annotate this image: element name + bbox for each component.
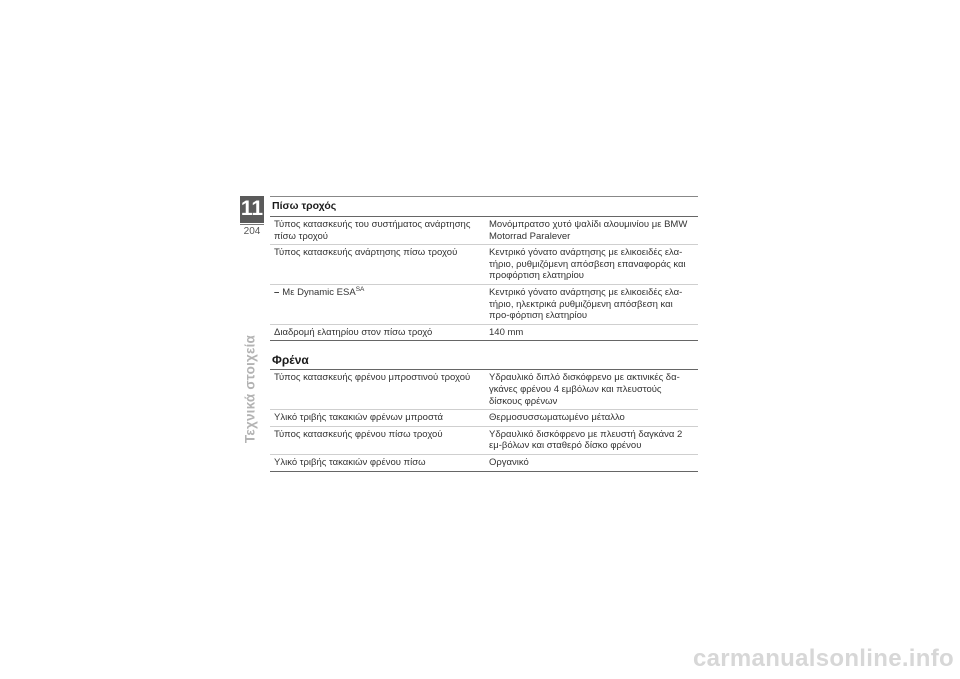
spec-value: Κεντρικό γόνατο ανάρτησης με ελικοειδές ελα-τήριο, ηλεκτρικά ρυθμιζόμενη απόσβεση και προ-φόρτιση ελατηρίου [485,284,698,324]
table-row [270,324,698,341]
page-number: 204 [240,224,264,238]
spec-value: Θερμοσυσσωματωμένο μέταλλο [485,410,698,427]
table-row [270,454,698,471]
chapter-side-title: Τεχνικά στοιχεία [242,334,258,444]
table-row [270,410,698,427]
spec-value: Μονόμπρατσο χυτό ψαλίδι αλουμινίου με BMW Motorrad Paralever [485,217,698,245]
section-heading-brakes: Φρένα [272,353,309,368]
spec-value: Κεντρικό γόνατο ανάρτησης με ελικοειδές ελα-τήριο, ρυθμιζόμενη απόσβεση επαναφοράς και προφόρτιση ελατηρίου [485,245,698,285]
spec-label-option [270,284,485,324]
option-sup: SA [355,285,365,293]
spec-value: Υδραυλικό δισκόφρενο με πλευστή δαγκάνα 2 εμ-βόλων και σταθερό δίσκο φρένου [485,426,698,454]
spec-label: Τύπος κατασκευής ανάρτησης πίσω τροχού [270,245,485,285]
spec-value: Υδραυλικό διπλό δισκόφρενο με ακτινικές δα-γκάνες φρένου 4 εμβόλων και πλευστούς δίσκους φρένων [485,370,698,410]
spec-label: Υλικό τριβής τακακιών φρένων μπροστά [270,410,485,427]
spec-label: Τύπος κατασκευής του συστήματος ανάρτησης πίσω τροχού [270,217,485,245]
spec-label: Τύπος κατασκευής φρένου πίσω τροχού [270,426,485,454]
spec-label: Υλικό τριβής τακακιών φρένου πίσω [270,454,485,471]
table-row [270,284,698,324]
section-heading-rear-wheel: Πίσω τροχός [270,196,698,216]
table-row [270,370,698,410]
spec-label: Τύπος κατασκευής φρένου μπροστινού τροχού [270,370,485,410]
chapter-number: 11 [240,196,264,223]
option-dash: – [274,286,280,298]
spec-value: 140 mm [485,324,698,341]
table-row [270,245,698,285]
chapter-tab [240,196,264,238]
brakes-spec-table [270,369,698,471]
spec-value: Οργανικό [485,454,698,471]
table-row [270,217,698,245]
option-label: Με Dynamic ESA [282,286,356,298]
spec-content [270,196,698,472]
table-row [270,426,698,454]
watermark-text: carmanualsonline.info [692,645,954,672]
rear-wheel-spec-table [270,216,698,341]
spec-label: Διαδρομή ελατηρίου στον πίσω τροχό [270,324,485,341]
